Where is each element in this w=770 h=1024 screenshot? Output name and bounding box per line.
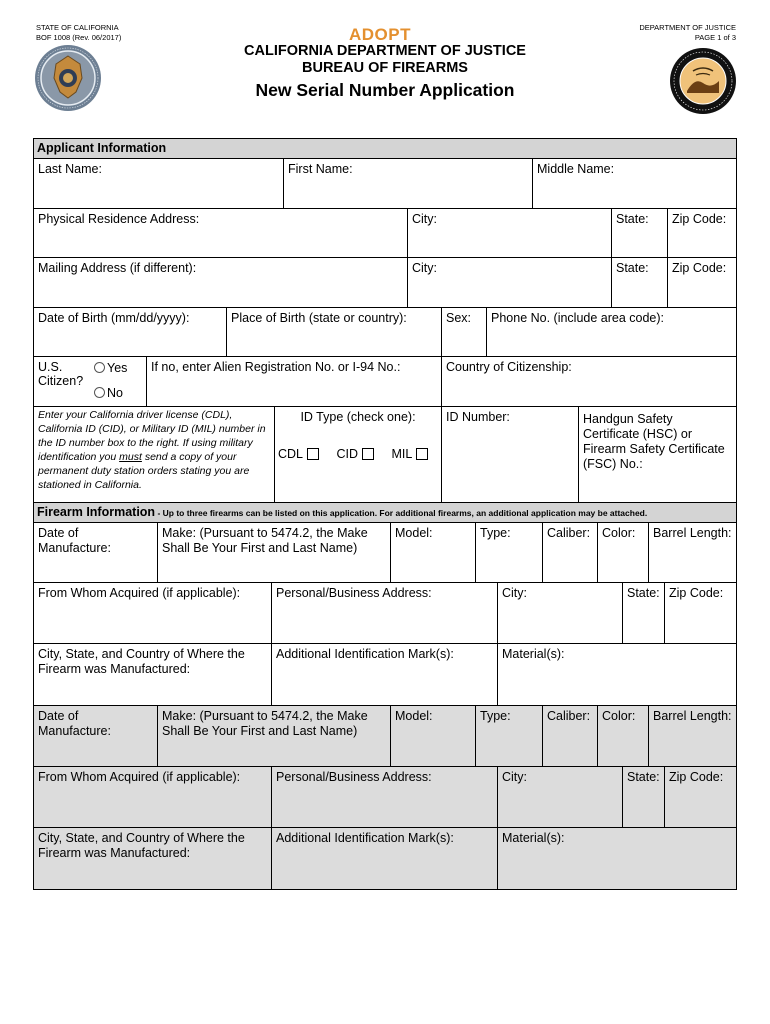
form-id: BOF 1008 (Rev. 06/2017) xyxy=(36,33,122,42)
firearm-2-date-label: Date of Manufacture: xyxy=(38,709,111,738)
firearm-2-city-field[interactable] xyxy=(498,767,623,827)
physical-address-field[interactable] xyxy=(34,209,408,257)
firearm-1-date-label: Date of Manufacture: xyxy=(38,526,111,555)
form-header-right xyxy=(639,23,736,43)
firearm-1-color-label: Color: xyxy=(602,526,636,540)
cdl-label: CDL xyxy=(278,447,304,461)
citizen-no-radio[interactable] xyxy=(94,387,105,398)
physical-address-label: Physical Residence Address: xyxy=(38,212,200,226)
alien-registration-field[interactable] xyxy=(147,357,442,406)
citizen-yes-label: Yes xyxy=(107,361,128,375)
dob-label: Date of Birth (mm/dd/yyyy): xyxy=(38,311,190,325)
cdl-checkbox[interactable] xyxy=(307,448,319,460)
sex-field[interactable] xyxy=(442,308,487,356)
form-title: New Serial Number Application xyxy=(255,80,515,100)
firearm-1-address-field[interactable] xyxy=(272,583,498,643)
firearm-1-state-field[interactable] xyxy=(623,583,665,643)
firearm-1-zip-field[interactable] xyxy=(665,583,736,643)
phone-label: Phone No. (include area code): xyxy=(491,311,665,325)
country-citizenship-label: Country of Citizenship: xyxy=(446,360,572,374)
firearm-1-state-label: State: xyxy=(627,586,660,600)
firearm-1-make-label: Make: (Pursuant to 5474.2, the Make Shall Be Your First and Last Name) xyxy=(162,526,368,555)
agency-title: CALIFORNIA DEPARTMENT OF JUSTICE xyxy=(244,43,526,59)
citizen-no-option[interactable] xyxy=(94,386,123,400)
id-number-field[interactable] xyxy=(442,407,579,502)
firearm-2-model-field[interactable] xyxy=(391,706,476,766)
firearm-1-color-field[interactable] xyxy=(598,523,649,582)
mailing-city-label: City: xyxy=(412,261,437,275)
firearm-2-barrel-field[interactable] xyxy=(649,706,736,766)
pob-field[interactable] xyxy=(227,308,442,356)
mil-checkbox[interactable] xyxy=(416,448,428,460)
country-citizenship-field[interactable] xyxy=(442,357,736,406)
firearm-2-material-label: Material(s): xyxy=(502,831,565,845)
firearm-2-origin-label: City, State, and Country of Where the Firearm was Manufactured: xyxy=(38,831,245,860)
physical-city-label: City: xyxy=(412,212,437,226)
attorney-general-seal-icon xyxy=(669,47,737,115)
firearm-2-zip-label: Zip Code: xyxy=(669,770,724,784)
firearm-2-marks-label: Additional Identification Mark(s): xyxy=(276,831,454,845)
firearm-1-material-label: Material(s): xyxy=(502,647,565,661)
firearm-2-city-label: City: xyxy=(502,770,527,784)
mailing-address-field[interactable] xyxy=(34,258,408,307)
middle-name-field[interactable] xyxy=(533,159,736,208)
phone-field[interactable] xyxy=(487,308,736,356)
firearm-2-address-label: Personal/Business Address: xyxy=(276,770,432,784)
firearm-2-model-label: Model: xyxy=(395,709,433,723)
physical-zip-label: Zip Code: xyxy=(672,212,727,226)
firearm-1-zip-label: Zip Code: xyxy=(669,586,724,600)
physical-address-row xyxy=(34,209,736,258)
firearm-2-color-field[interactable] xyxy=(598,706,649,766)
firearm-2-acquisition-row xyxy=(34,767,736,828)
firearm-section-header xyxy=(34,503,736,523)
id-instructions-text-1: Enter your California driver license (CDL), California ID (CID), or Military ID (MIL) number in the ID number box to the right. If using military identification you xyxy=(38,409,266,463)
firearm-2-type-field[interactable] xyxy=(476,706,543,766)
firearm-section-title: Firearm Information xyxy=(37,505,156,519)
firearm-2-state-field[interactable] xyxy=(623,767,665,827)
firearm-2-barrel-label: Barrel Length: xyxy=(653,709,732,723)
hsc-label: Handgun Safety Certificate (HSC) or Firearm Safety Certificate (FSC) No.: xyxy=(583,412,725,471)
us-citizen-field xyxy=(34,357,147,406)
firearm-1-type-field[interactable] xyxy=(476,523,543,582)
middle-name-label: Middle Name: xyxy=(537,162,615,176)
id-instructions xyxy=(34,407,275,502)
id-type-options xyxy=(278,447,428,462)
last-name-label: Last Name: xyxy=(38,162,102,176)
firearm-1-make-field[interactable] xyxy=(158,523,391,582)
pob-label: Place of Birth (state or country): xyxy=(231,311,407,325)
firearm-2-material-field[interactable] xyxy=(498,828,736,889)
department-label: DEPARTMENT OF JUSTICE xyxy=(639,23,736,32)
firearm-2-zip-field[interactable] xyxy=(665,767,736,827)
physical-zip-field[interactable] xyxy=(668,209,736,257)
firearm-2-caliber-field[interactable] xyxy=(543,706,598,766)
mailing-zip-field[interactable] xyxy=(668,258,736,307)
mil-option[interactable] xyxy=(392,447,429,461)
firearm-1-details-row xyxy=(34,523,736,583)
form-header-left xyxy=(36,23,121,43)
firearm-1-caliber-field[interactable] xyxy=(543,523,598,582)
firearm-1-barrel-label: Barrel Length: xyxy=(653,526,732,540)
citizen-no-label: No xyxy=(107,386,123,400)
bureau-title: BUREAU OF FIREARMS xyxy=(302,60,468,76)
physical-state-field[interactable] xyxy=(612,209,668,257)
physical-city-field[interactable] xyxy=(408,209,612,257)
citizenship-row xyxy=(34,357,736,407)
applicant-section-header: Applicant Information xyxy=(34,139,736,159)
dob-field[interactable] xyxy=(34,308,227,356)
firearm-1-material-field[interactable] xyxy=(498,644,736,705)
firearm-1-city-field[interactable] xyxy=(498,583,623,643)
cid-checkbox[interactable] xyxy=(362,448,374,460)
state-label: STATE OF CALIFORNIA xyxy=(36,23,119,32)
firearm-2-details-row xyxy=(34,706,736,767)
first-name-field[interactable] xyxy=(284,159,533,208)
firearm-2-address-field[interactable] xyxy=(272,767,498,827)
us-citizen-label: U.S. Citizen? xyxy=(38,360,84,388)
firearm-2-make-label: Make: (Pursuant to 5474.2, the Make Shall Be Your First and Last Name) xyxy=(162,709,368,738)
firearm-1-origin-row xyxy=(34,644,736,706)
firearm-1-model-field[interactable] xyxy=(391,523,476,582)
firearm-1-marks-field[interactable] xyxy=(272,644,498,705)
firearm-1-city-label: City: xyxy=(502,586,527,600)
firearm-2-caliber-label: Caliber: xyxy=(547,709,591,723)
firearm-1-date-field[interactable] xyxy=(34,523,158,582)
firearm-2-marks-field[interactable] xyxy=(272,828,498,889)
firearm-2-from-field[interactable] xyxy=(34,767,272,827)
firearm-1-model-label: Model: xyxy=(395,526,433,540)
citizen-yes-option[interactable] xyxy=(94,361,127,375)
firearm-2-origin-row xyxy=(34,828,736,890)
mailing-address-label: Mailing Address (if different): xyxy=(38,261,197,275)
firearm-1-caliber-label: Caliber: xyxy=(547,526,591,540)
firearm-section-note: - Up to three firearms can be listed on this application. For additional firearms, an additional application may be attached. xyxy=(155,508,648,518)
firearm-2-origin-field[interactable] xyxy=(34,828,272,889)
name-row xyxy=(34,159,736,209)
mailing-state-label: State: xyxy=(616,261,649,275)
id-instructions-text-2: send a copy of your permanent duty station orders stating you are stationed in California. xyxy=(38,451,250,491)
id-instructions-must: must xyxy=(119,451,142,463)
identification-row xyxy=(34,407,736,503)
firearm-2-from-label: From Whom Acquired (if applicable): xyxy=(38,770,241,784)
firearm-1-address-label: Personal/Business Address: xyxy=(276,586,432,600)
cdl-option[interactable] xyxy=(278,447,319,461)
application-form xyxy=(33,138,737,890)
id-number-label: ID Number: xyxy=(446,410,510,424)
citizen-yes-radio[interactable] xyxy=(94,362,105,373)
first-name-label: First Name: xyxy=(288,162,353,176)
sex-label: Sex: xyxy=(446,311,472,325)
firearm-1-marks-label: Additional Identification Mark(s): xyxy=(276,647,454,661)
form-title-block xyxy=(0,43,770,102)
alien-registration-label: If no, enter Alien Registration No. or I-94 No.: xyxy=(151,360,401,374)
firearm-1-origin-field[interactable] xyxy=(34,644,272,705)
page-number: PAGE 1 of 3 xyxy=(694,33,736,42)
mailing-city-field[interactable] xyxy=(408,258,612,307)
cid-option[interactable] xyxy=(337,447,375,461)
cid-label: CID xyxy=(336,447,359,461)
firearm-2-make-field[interactable] xyxy=(158,706,391,766)
mil-label: MIL xyxy=(391,447,413,461)
id-type-label: ID Type (check one): xyxy=(300,410,416,424)
firearm-1-origin-label: City, State, and Country of Where the Firearm was Manufactured: xyxy=(38,647,245,676)
firearm-2-type-label: Type: xyxy=(480,709,511,723)
firearm-2-date-field[interactable] xyxy=(34,706,158,766)
last-name-field[interactable] xyxy=(34,159,284,208)
firearm-1-type-label: Type: xyxy=(480,526,511,540)
firearm-2-state-label: State: xyxy=(627,770,660,784)
mailing-address-row xyxy=(34,258,736,308)
firearm-1-from-label: From Whom Acquired (if applicable): xyxy=(38,586,241,600)
firearm-1-acquisition-row xyxy=(34,583,736,644)
mailing-state-field[interactable] xyxy=(612,258,668,307)
adopt-button[interactable]: ADOPT xyxy=(349,25,411,44)
ag-badge-seal-icon xyxy=(34,44,102,112)
birth-row xyxy=(34,308,736,357)
firearm-1-from-field[interactable] xyxy=(34,583,272,643)
firearm-2-color-label: Color: xyxy=(602,709,636,723)
mailing-zip-label: Zip Code: xyxy=(672,261,727,275)
hsc-field[interactable] xyxy=(579,407,736,502)
id-type-field xyxy=(275,407,442,502)
physical-state-label: State: xyxy=(616,212,649,226)
firearm-1-barrel-field[interactable] xyxy=(649,523,736,582)
